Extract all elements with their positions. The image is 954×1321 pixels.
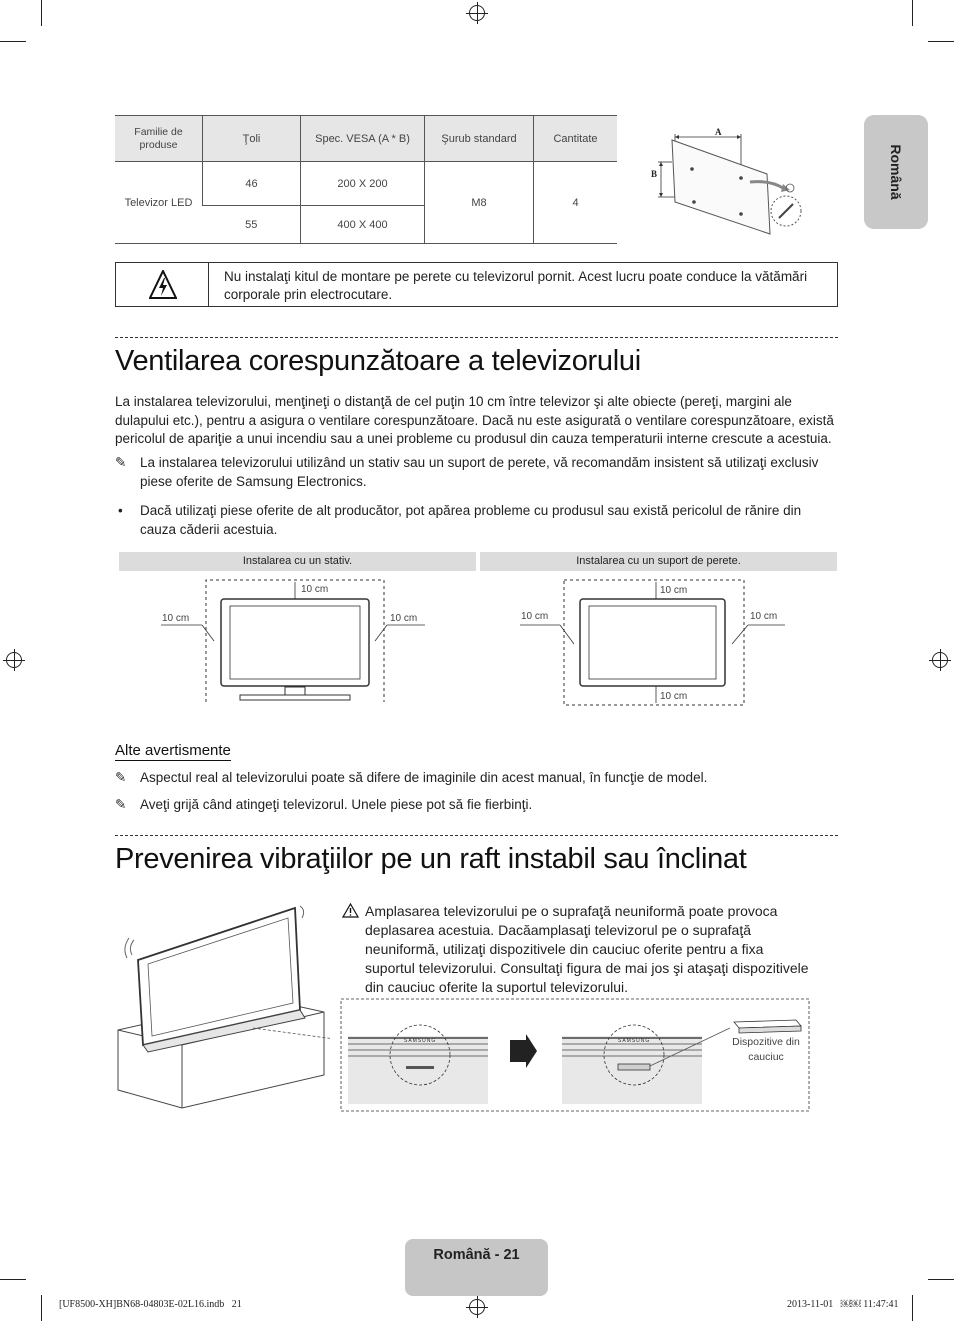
footer-file-info: [UF8500-XH]BN68-04803E-02L16.indb 21 (59, 1299, 242, 1310)
table-header: Cantitate (534, 116, 618, 162)
section-divider (115, 835, 838, 836)
brand-label: SAMSUNG (618, 1038, 651, 1044)
warning-icon-cell (116, 263, 209, 306)
note-item (115, 769, 835, 788)
dimension-b-label: B (651, 169, 658, 179)
crop-mark (0, 41, 26, 42)
crop-mark (928, 1279, 954, 1280)
table-cell-family: Televizor LED (115, 162, 203, 244)
registration-mark-icon (932, 652, 948, 668)
table-cell-quantity: 4 (534, 162, 618, 244)
ventilation-paragraph: La instalarea televizorului, menţineţi o distanţă de cel puţin 10 cm între televizor şi alte obiecte (pereţi, margini ale dulapului etc.), pentru a asigura o ventilare corespunzătoare. Dacă nu este asigurată o ventilare corespunzătoare, există pericolul de apariţie a unui incendiu sau a unei probleme cu produsul din cauza temperaturii interne crescute a acestuia. (115, 394, 834, 446)
table-cell-vesa: 400 X 400 (301, 206, 425, 244)
crop-mark (41, 1295, 42, 1321)
table-cell-screw: M8 (425, 162, 534, 244)
table-header: Şurub standard (425, 116, 534, 162)
crop-mark (41, 0, 42, 26)
brand-label: SAMSUNG (404, 1038, 437, 1044)
pencil-note-icon: ✎ (115, 770, 127, 785)
stand-diagram-title: Instalarea cu un stativ. (119, 552, 476, 571)
distance-label: 10 cm (390, 613, 418, 624)
warning-text: Nu instalaţi kitul de montare pe perete cu televizorul pornit. Acest lucru poate conduce la vătămări corporale prin electrocutare. (224, 269, 808, 302)
dimension-a-label: A (715, 127, 722, 137)
registration-mark-icon (469, 5, 485, 21)
section-divider (115, 337, 838, 338)
distance-label: 10 cm (660, 691, 688, 702)
vesa-mount-diagram (645, 122, 815, 237)
other-warnings-title: Alte avertismente (115, 742, 231, 759)
pencil-note-icon: ✎ (115, 797, 127, 812)
section-title-ventilation: Ventilarea corespunzătoare a televizorului (115, 345, 641, 377)
table-header: Familie de produse (115, 116, 203, 162)
electrocution-warning-box (115, 262, 838, 307)
pencil-note-icon: ✎ (115, 455, 127, 470)
vibration-warning-text (340, 902, 815, 997)
rubber-feet-label: Dispozitive din cauciuc (732, 1036, 800, 1063)
registration-mark-icon (469, 1299, 485, 1315)
stand-installation-diagram (119, 572, 476, 707)
distance-label: 10 cm (162, 613, 190, 624)
language-tab-label: Română (888, 144, 904, 200)
note-item (115, 796, 835, 815)
distance-label: 10 cm (750, 611, 778, 622)
note-text: Aspectul real al televizorului poate să difere de imaginile din acest manual, în funcţie de model. (140, 770, 708, 785)
distance-label: 10 cm (301, 584, 329, 595)
crop-mark (912, 1295, 913, 1321)
table-cell-inch: 55 (203, 206, 301, 244)
table-cell-vesa: 200 X 200 (301, 162, 425, 206)
electric-shock-warning-icon (149, 270, 177, 300)
tv-on-shelf-illustration (110, 900, 330, 1115)
wall-diagram-title: Instalarea cu un suport de perete. (480, 552, 837, 571)
note-text: Aveţi grijă când atingeţi televizorul. Unele piese pot să fie fierbinţi. (140, 797, 533, 812)
vesa-spec-table (115, 115, 617, 244)
page-number: Română - 21 (433, 1247, 520, 1263)
footer-timestamp: 2013-11-01 ￼￼ 11:47:41 (787, 1299, 899, 1310)
crop-mark (928, 41, 954, 42)
table-header: Spec. VESA (A * B) (301, 116, 425, 162)
distance-label: 10 cm (521, 611, 549, 622)
crop-mark (912, 0, 913, 26)
wall-installation-diagram (480, 572, 837, 712)
table-header: Ţoli (203, 116, 301, 162)
bullet-text: Dacă utilizaţi piese oferite de alt producător, pot apărea probleme cu produsul sau există pericolul de rănire din cauza căderii acestuia. (140, 503, 802, 537)
distance-label: 10 cm (660, 585, 688, 596)
bullet-icon: • (118, 503, 123, 518)
crop-mark (0, 1279, 26, 1280)
language-tab (864, 115, 928, 229)
bullet-item (115, 502, 835, 539)
note-text: La instalarea televizorului utilizând un stativ sau un suport de perete, vă recomandăm insistent să utilizaţi exclusiv piese oferite de Samsung Electronics. (140, 455, 819, 489)
vibration-text: Amplasarea televizorului pe o suprafaţă neuniformă poate provoca deplasarea acestuia. Dacăamplasaţi televizorul pe o suprafaţă neuniformă, utilizaţi dispozitivele din cauciuc oferite pentru a fixa suportul televizorului. Consultaţi figura de mai jos şi ataşaţi dispozitivele din cauciuc oferite la suportul televizorului. (365, 903, 809, 995)
page-number-box (405, 1239, 548, 1296)
section-title-vibration: Prevenirea vibraţiilor pe un raft instabil sau înclinat (115, 843, 747, 875)
note-item (115, 454, 835, 491)
registration-mark-icon (6, 652, 22, 668)
table-cell-inch: 46 (203, 162, 301, 206)
